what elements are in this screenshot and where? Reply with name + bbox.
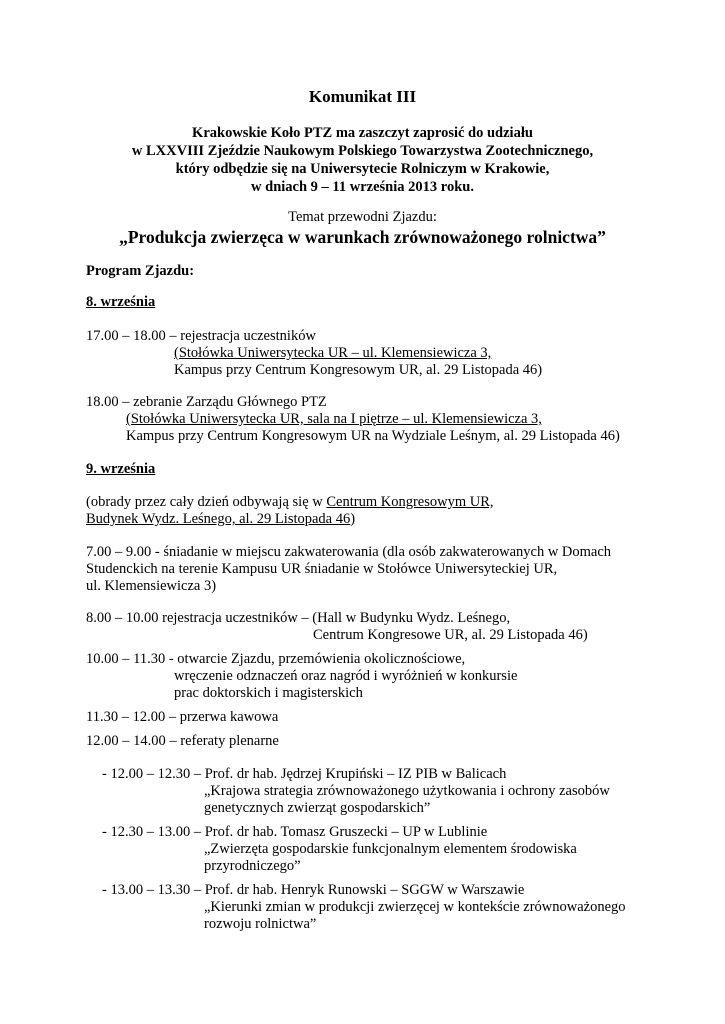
talk2-title-line1: „Zwierzęta gospodarskie funkcjonalnym elementem środowiska <box>204 841 577 857</box>
intro-line-3: który odbędzie się na Uniwersytecie Rolniczym w Krakowie, <box>175 161 550 177</box>
intro-line-2: w LXXVIII Zjeździe Naukowym Polskiego Towarzystwa Zootechnicznego, <box>131 143 594 159</box>
day1-item1-time: 17.00 – 18.00 – rejestracja uczestników <box>86 328 316 344</box>
program-heading: Program Zjazdu: <box>86 263 195 279</box>
opening-line3: prac doktorskich i magisterskich <box>174 685 363 701</box>
intro-line-4: w dniach 9 – 11 września 2013 roku. <box>251 179 474 195</box>
breakfast-line1: 7.00 – 9.00 - śniadanie w miejscu zakwaterowania (dla osób zakwaterowanych w Domach <box>86 544 612 560</box>
talk2-title-line2: przyrodniczego” <box>204 858 301 874</box>
page-title: Komunikat III <box>308 87 417 106</box>
building-link: Budynek Wydz. Leśnego, al. 29 Listopada 46 <box>86 511 351 527</box>
day1-item1-location: (Stołówka Uniwersytecka UR – ul. Klemensiewicza 3, <box>174 345 492 361</box>
talk1-speaker: - 12.00 – 12.30 – Prof. dr hab. Jędrzej Krupiński – IZ PIB w Balicach <box>102 766 507 782</box>
talk2-speaker: - 12.30 – 13.00 – Prof. dr hab. Tomasz Gruszecki – UP w Lublinie <box>102 824 488 840</box>
talk1-title-line1: „Krajowa strategia zrównoważonego użytkowania i ochrony zasobów <box>204 783 610 799</box>
intro-line-1: Krakowskie Koło PTZ ma zaszczyt zaprosić do udziału <box>192 125 533 141</box>
opening-line2: wręczenie odznaczeń oraz nagród i wyróżnień w konkursie <box>174 668 518 684</box>
talk3-title-line1: „Kierunki zmian w produkcji zwierzęcej w kontekście zrównoważonego <box>204 899 626 915</box>
theme-title: „Produkcja zwierzęca w warunkach zrównoważonego rolnictwa” <box>119 227 606 247</box>
theme-label: Temat przewodni Zjazdu: <box>288 209 437 225</box>
day2-note-line2: Budynek Wydz. Leśnego, al. 29 Listopada 46) <box>86 511 356 527</box>
registration-line1: 8.00 – 10.00 rejestracja uczestników – (Hall w Budynku Wydz. Leśnego, <box>86 610 511 626</box>
day1-item2-time: 18.00 – zebranie Zarządu Głównego PTZ <box>86 394 327 410</box>
registration-line2: Centrum Kongresowe UR, al. 29 Listopada 46) <box>313 627 588 643</box>
talk1-title-line2: genetycznych zwierząt gospodarskich” <box>204 800 431 816</box>
day2-note-line1: (obrady przez cały dzień odbywają się w Centrum Kongresowym UR, <box>86 494 494 510</box>
plenary-sessions: 12.00 – 14.00 – referaty plenarne <box>86 733 279 749</box>
coffee-break: 11.30 – 12.00 – przerwa kawowa <box>86 709 279 725</box>
talk3-title-line2: rozwoju rolnictwa” <box>204 916 317 932</box>
day1-heading: 8. września <box>86 294 156 310</box>
talk3-speaker: - 13.00 – 13.30 – Prof. dr hab. Henryk Runowski – SGGW w Warszawie <box>102 882 525 898</box>
congress-center-link: Centrum Kongresowym UR, <box>326 494 494 510</box>
day1-item1-campus: Kampus przy Centrum Kongresowym UR, al. 29 Listopada 46) <box>174 362 543 378</box>
day2-heading: 9. września <box>86 461 156 477</box>
breakfast-line3: ul. Klemensiewicza 3) <box>86 578 217 594</box>
opening-line1: 10.00 – 11.30 - otwarcie Zjazdu, przemówienia okolicznościowe, <box>86 651 466 667</box>
breakfast-line2: Studenckich na terenie Kampusu UR śniadanie w Stołówce Uniwersyteckiej UR, <box>86 561 558 577</box>
day1-item2-location: (Stołówka Uniwersytecka UR, sala na I piętrze – ul. Klemensiewicza 3, <box>126 411 542 427</box>
day1-item2-campus: Kampus przy Centrum Kongresowym UR na Wydziale Leśnym, al. 29 Listopada 46) <box>126 428 620 444</box>
